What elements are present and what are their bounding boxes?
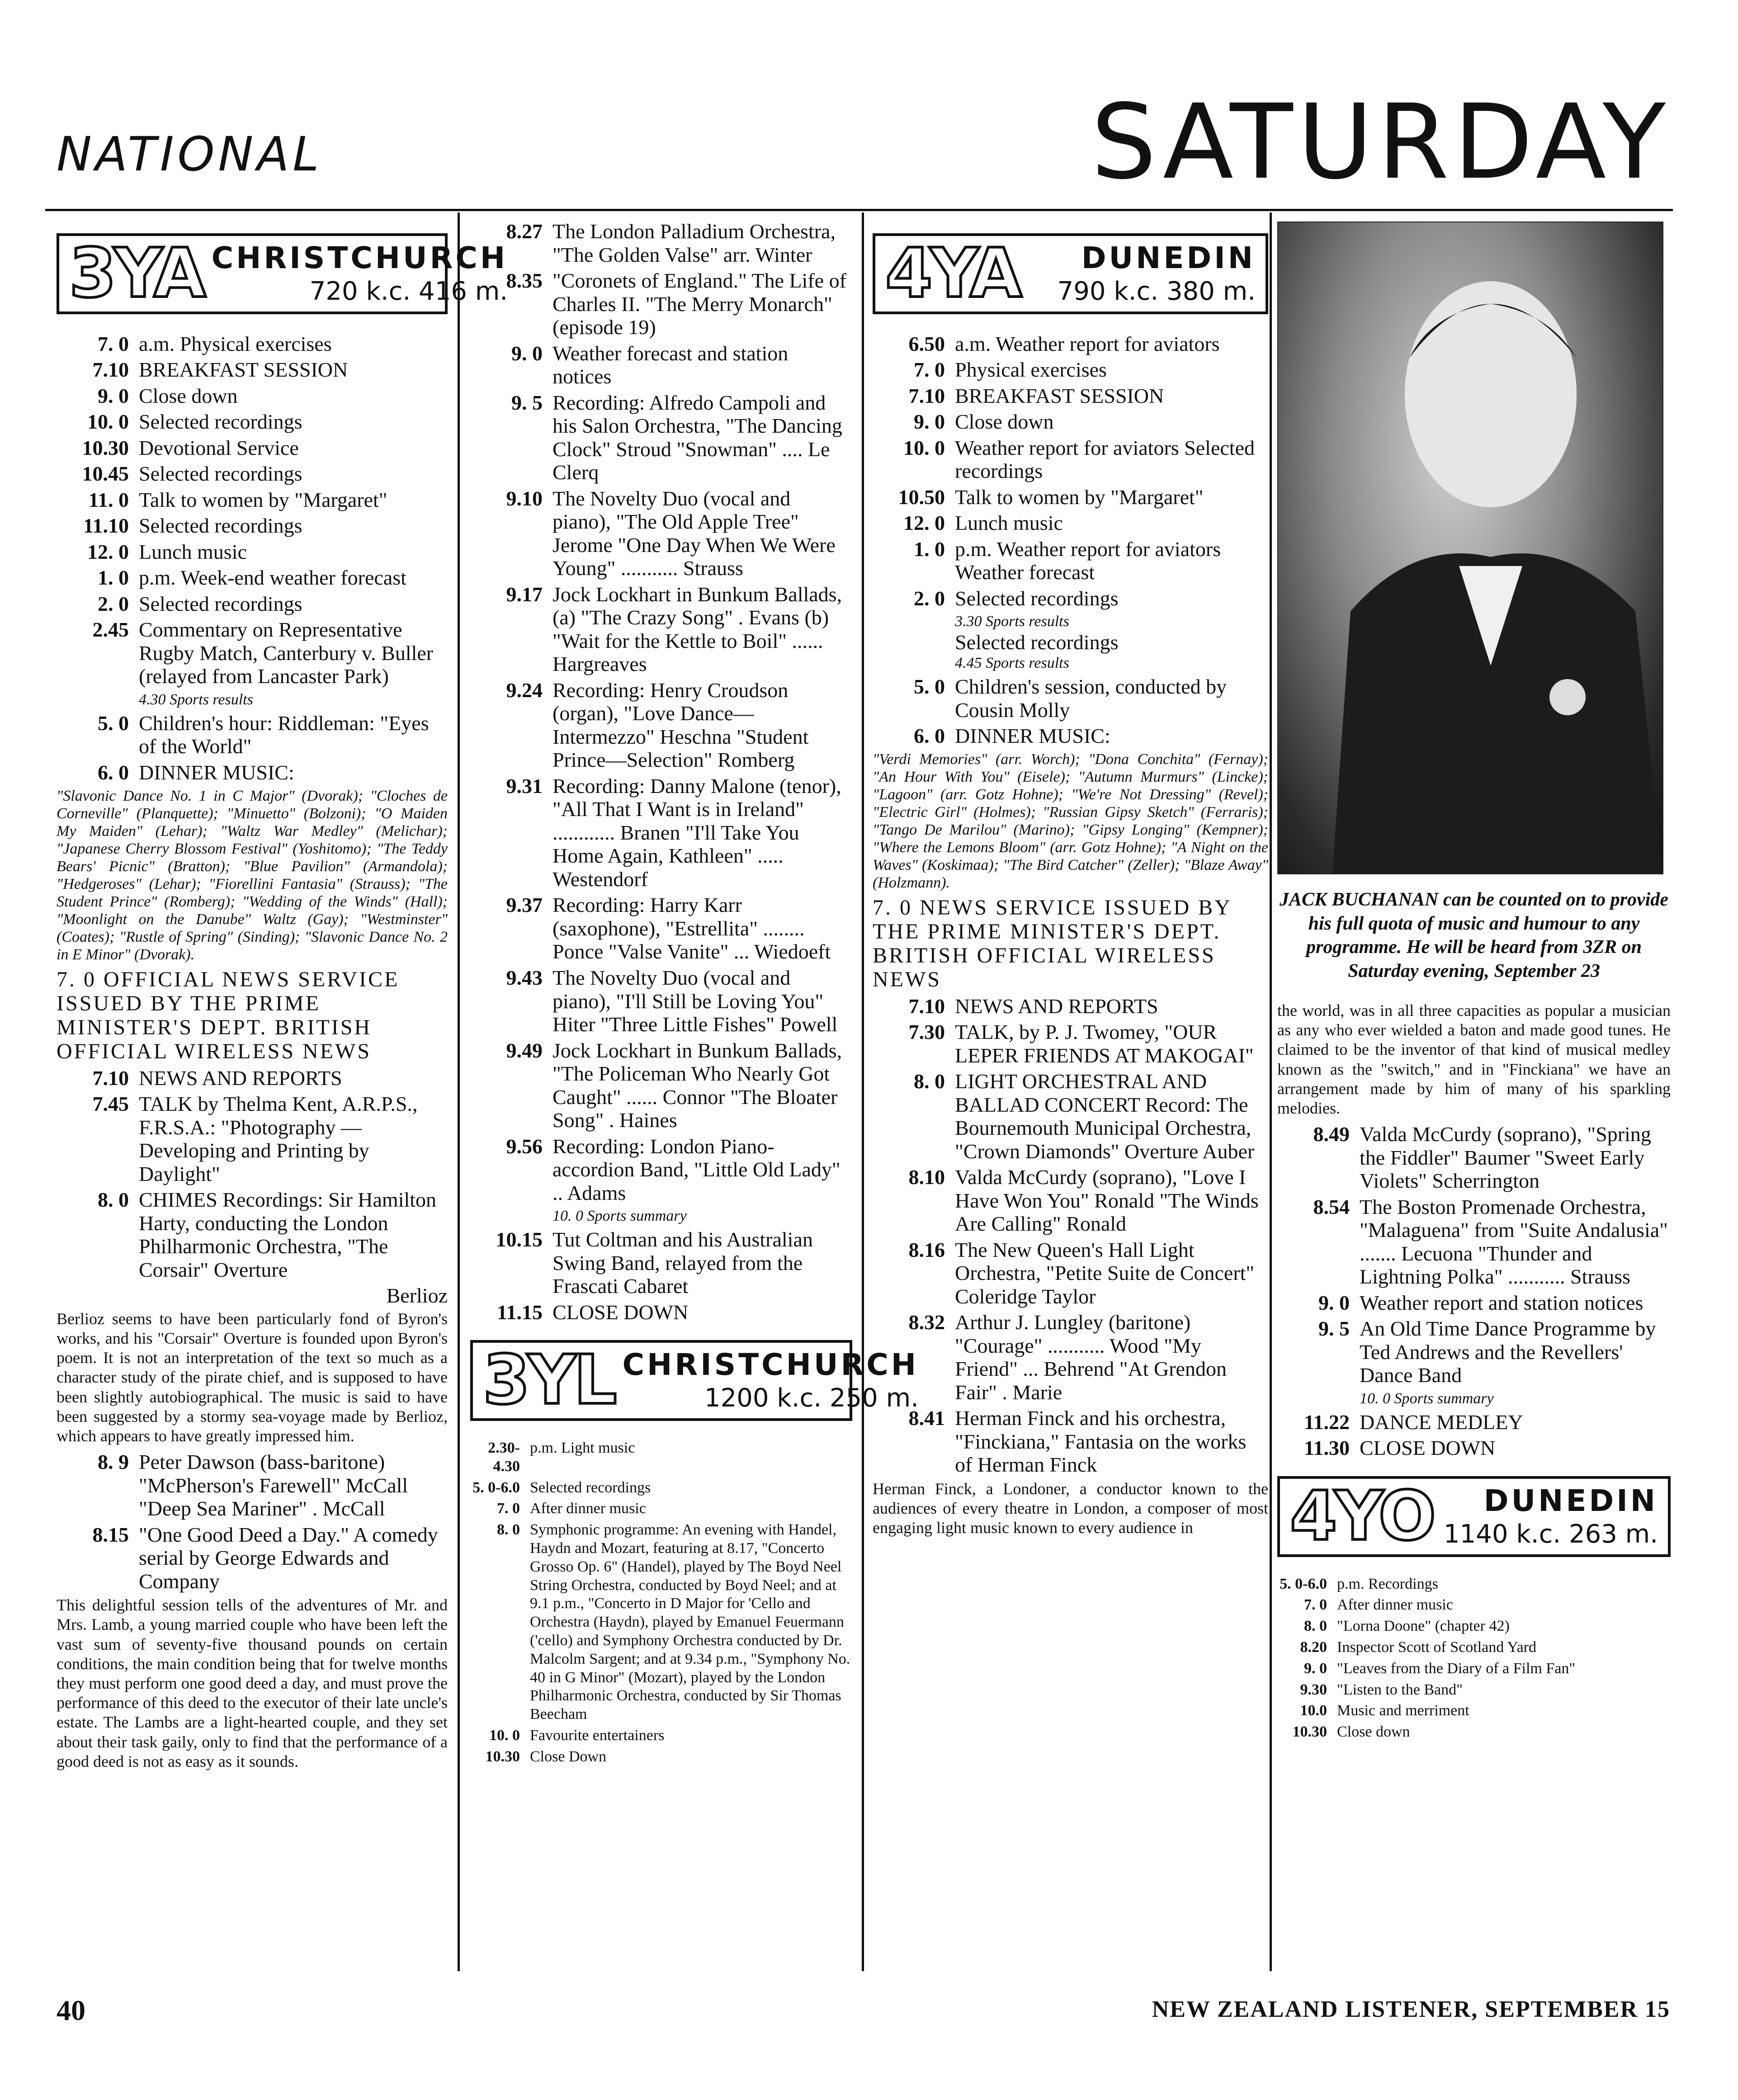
station-logo-4ya: 4YA xyxy=(885,234,1020,313)
entry-time: 10.45 xyxy=(82,462,129,486)
entry-description: DINNER MUSIC: xyxy=(139,760,294,784)
entry-time: 5. 0-6.0 xyxy=(472,1479,520,1496)
station-city: DUNEDIN xyxy=(1081,241,1256,275)
schedule-list xyxy=(470,220,852,1204)
entry-description: Close down xyxy=(1337,1723,1410,1741)
schedule-entry xyxy=(57,592,448,616)
sports-note: 4.30 Sports results xyxy=(139,691,253,708)
schedule-entry xyxy=(470,391,852,484)
entry-time: 9.17 xyxy=(506,582,543,606)
entry-description: The Novelty Duo (vocal and piano), "The Old Apple Tree" Jerome "One Day When We Were Young" ........... Strauss xyxy=(553,486,836,580)
entry-description: CLOSE DOWN xyxy=(1360,1436,1496,1460)
entry-time: 10. 0 xyxy=(489,1727,520,1744)
station-frequency: 1200 k.c. 250 m. xyxy=(704,1383,919,1413)
portrait-photo xyxy=(1277,222,1663,874)
sports-note: 10. 0 Sports summary xyxy=(553,1208,687,1225)
schedule-entry xyxy=(1277,1660,1671,1678)
entry-time: 1. 0 xyxy=(914,537,945,561)
entry-time: 8. 0 xyxy=(497,1521,520,1538)
entry-description: Weather report and station notices xyxy=(1360,1291,1644,1314)
station-logo-3yl: 3YL xyxy=(483,1341,614,1420)
entry-description: BREAKFAST SESSION xyxy=(139,358,348,382)
schedule-entry xyxy=(1277,1617,1671,1636)
schedule-entry xyxy=(1277,1575,1671,1594)
station-city: CHRISTCHURCH xyxy=(211,241,508,275)
schedule-text: Selected recordings xyxy=(955,631,1119,654)
entry-time: 11. 0 xyxy=(88,488,129,511)
entry-time: 2. 0 xyxy=(98,592,129,615)
publication-footer: NEW ZEALAND LISTENER, SEPTEMBER 15 xyxy=(1152,1996,1670,2022)
news-service-notice: 7. 0 NEWS SERVICE ISSUED BY THE PRIME MINISTER'S DEPT. BRITISH OFFICIAL WIRELESS NEWS xyxy=(873,896,1232,991)
station-logo-4yo: 4YO xyxy=(1290,1477,1434,1556)
entry-description: NEWS AND REPORTS xyxy=(139,1066,342,1090)
entry-description: Children's hour: Riddleman: "Eyes of the World" xyxy=(139,711,429,758)
entry-time: 10.0 xyxy=(1300,1702,1327,1719)
schedule-entry xyxy=(470,1039,852,1132)
entry-time: 10.30 xyxy=(485,1748,520,1765)
entry-description: The London Palladium Orchestra, "The Golden Valse" arr. Winter xyxy=(553,220,836,266)
entry-description: Selected recordings xyxy=(139,462,302,486)
entry-description: Music and merriment xyxy=(1337,1702,1469,1719)
entry-description: Peter Dawson (bass-baritone) "McPherson's Farewell" McCall "Deep Sea Mariner" . McCall xyxy=(139,1450,408,1520)
entry-time: 8. 9 xyxy=(98,1450,129,1474)
schedule-entry xyxy=(470,1479,852,1497)
schedule-entry xyxy=(873,1406,1268,1477)
schedule-entry xyxy=(1277,1723,1671,1741)
schedule-entry xyxy=(470,1521,852,1724)
entry-time: 7.30 xyxy=(908,1020,945,1044)
entry-time: 8. 0 xyxy=(1304,1618,1327,1635)
news-service-notice: 7. 0 OFFICIAL NEWS SERVICE ISSUED BY THE PRIME MINISTER'S DEPT. BRITISH OFFICIAL WIRELESS NEWS xyxy=(57,967,400,1063)
entry-time: 11.15 xyxy=(497,1300,543,1324)
entry-description: Inspector Scott of Scotland Yard xyxy=(1337,1638,1537,1656)
entry-description: Selected recordings xyxy=(139,410,302,434)
entry-description: CLOSE DOWN xyxy=(553,1300,689,1324)
entry-description: DINNER MUSIC: xyxy=(955,724,1110,748)
entry-time: 9.30 xyxy=(1300,1681,1327,1698)
schedule-entry xyxy=(57,761,448,784)
entry-description: Arthur J. Lungley (baritone) "Courage" ........... Wood "My Friend" ... Behrend "At Grendon Fair" . Marie xyxy=(955,1311,1227,1404)
schedule-list xyxy=(57,712,448,784)
schedule-list xyxy=(470,1228,852,1324)
schedule-entry xyxy=(470,1500,852,1518)
schedule-entry xyxy=(470,583,852,676)
schedule-list-3yl xyxy=(470,1439,852,1766)
entry-description: Physical exercises xyxy=(955,358,1107,382)
entry-time: 5. 0 xyxy=(914,675,945,698)
entry-description: Weather report for aviators Selected recordings xyxy=(955,436,1255,483)
entry-description: Commentary on Representative Rugby Match, Canterbury v. Buller (relayed from Lancaster Park) xyxy=(139,618,434,688)
entry-description: Tut Coltman and his Australian Swing Band, relayed from the Frascati Cabaret xyxy=(553,1228,813,1298)
dinner-music-list: "Slavonic Dance No. 1 in C Major" (Dvorak); "Cloches de Corneville" (Planquette); "Minuetto" (Bolzoni); "O Maiden My Maiden" (Lehar); "Waltz War Medley" (Melichar); "Japanese Cherry Blossom Festival" (Yoshitomo); "The Teddy Bears' Picnic" (Bratton); "Blue Pavilion" (Armandola); "Hedgeroses" (Lehar); "Fiorellini Fantasia" (Strauss); "The Student Prince" (Romberg); "Wedding of the Winds" (Hall); "Moonlight on the Danube" Waltz (Gay); "Westminster" (Coates); "Rustle of Spring" (Sinding); "Slavonic Dance No. 2 in E Minor" (Dvorak). xyxy=(57,787,448,963)
entry-time: 8.54 xyxy=(1313,1195,1350,1218)
entry-description: BREAKFAST SESSION xyxy=(955,384,1164,407)
entry-description: Selected recordings xyxy=(139,514,302,538)
schedule-entry xyxy=(873,1020,1268,1067)
schedule-entry xyxy=(57,436,448,460)
entry-time: 5. 0-6.0 xyxy=(1280,1575,1327,1592)
schedule-entry xyxy=(873,332,1268,356)
entry-time: 8. 0 xyxy=(914,1070,945,1093)
entry-time: 6.50 xyxy=(908,332,945,355)
programme-note: This delightful session tells of the adventures of Mr. and Mrs. Lamb, a young married couple who have been left the vast sum of seventy-five thousand pounds on certain conditions, the main condition being that for twelve months they must perform one good deed a day, and must prove the performance of this deed to the executor of their late uncle's estate. The Lambs are a light-hearted couple, and they set about their task gaily, only to find that the performance of a good deed is not as easy as it sounds. xyxy=(57,1596,448,1770)
station-box-3yl xyxy=(470,1340,919,1421)
schedule-entry xyxy=(57,488,448,512)
schedule-entry xyxy=(873,358,1268,382)
entry-time: 11.10 xyxy=(83,514,129,538)
schedule-list xyxy=(873,995,1268,1477)
entry-time: 2.30-4.30 xyxy=(488,1439,520,1475)
entry-description: p.m. Weather report for aviators Weather forecast xyxy=(955,537,1221,584)
schedule-entry xyxy=(873,995,1268,1018)
schedule-entry xyxy=(1277,1638,1671,1657)
entry-description: Children's session, conducted by Cousin Molly xyxy=(955,675,1227,722)
entry-description: Recording: Harry Karr (saxophone), "Estrellita" ........ Ponce "Valse Vanite" ... Wiedoeft xyxy=(553,893,831,963)
schedule-entry xyxy=(1277,1681,1671,1699)
entry-description: Selected recordings xyxy=(530,1479,651,1496)
composer-credit: Berlioz xyxy=(386,1284,448,1307)
column-rule-3 xyxy=(1270,212,1272,1971)
schedule-list xyxy=(1277,1411,1671,1460)
schedule-entry xyxy=(873,1166,1268,1236)
entry-description: Jock Lockhart in Bunkum Ballads, (a) "The Crazy Song" . Evans (b) "Wait for the Kettle to Boil" ...... Hargreaves xyxy=(553,582,842,676)
entry-time: 9.56 xyxy=(506,1134,543,1158)
entry-description: Recording: Alfredo Campoli and his Salon Orchestra, "The Dancing Clock" Stroud "Snowman" .... Le Clerq xyxy=(553,391,842,484)
schedule-entry xyxy=(57,1188,448,1281)
schedule-entry xyxy=(57,566,448,590)
schedule-entry xyxy=(470,893,852,963)
schedule-entry xyxy=(873,538,1268,584)
schedule-entry xyxy=(470,1727,852,1745)
column-rule-1 xyxy=(458,212,460,1971)
entry-time: 8.10 xyxy=(908,1166,945,1189)
schedule-list-4yo xyxy=(1277,1575,1671,1741)
station-frequency: 1140 k.c. 263 m. xyxy=(1444,1519,1658,1549)
schedule-entry xyxy=(1277,1291,1671,1315)
entry-time: 8.15 xyxy=(92,1523,129,1546)
schedule-entry xyxy=(470,774,852,891)
schedule-entry xyxy=(57,332,448,356)
entry-description: Close down xyxy=(139,384,238,407)
entry-time: 10. 0 xyxy=(903,436,945,459)
schedule-entry xyxy=(470,1748,852,1766)
entry-description: The New Queen's Hall Light Orchestra, "Petite Suite de Concert" Coleridge Taylor xyxy=(955,1238,1255,1308)
schedule-entry xyxy=(470,342,852,388)
photo-caption: JACK BUCHANAN can be counted on to provide his full quota of music and humour to any programme. He will be heard from 3ZR on Saturday evening, September 23 xyxy=(1280,889,1668,982)
schedule-entry xyxy=(1277,1411,1671,1434)
entry-description: The Novelty Duo (vocal and piano), "I'll Still be Loving You" Hiter "Three Little Fishes" Powell xyxy=(553,966,838,1036)
schedule-entry xyxy=(873,587,1268,610)
entry-time: 9. 0 xyxy=(98,384,129,407)
entry-time: 6. 0 xyxy=(914,724,945,748)
entry-time: 7. 0 xyxy=(914,358,945,382)
schedule-entry xyxy=(57,1092,448,1185)
schedule-entry xyxy=(873,724,1268,748)
entry-description: "Listen to the Band" xyxy=(1337,1681,1463,1698)
schedule-entry xyxy=(1277,1317,1671,1387)
schedule-list xyxy=(57,1067,448,1282)
entry-description: "Lorna Doone" (chapter 42) xyxy=(1337,1618,1510,1635)
entry-time: 9.37 xyxy=(506,893,543,917)
network-heading: NATIONAL xyxy=(57,127,323,182)
entry-time: 11.30 xyxy=(1304,1436,1350,1460)
schedule-entry xyxy=(873,486,1268,509)
entry-description: Recording: Henry Croudson (organ), "Love Dance—Intermezzo" Heschna "Student Prince—Selection" Romberg xyxy=(553,678,809,772)
entry-description: Close down xyxy=(955,410,1054,434)
entry-time: 7. 0 xyxy=(1304,1596,1327,1614)
entry-description: Talk to women by "Margaret" xyxy=(955,485,1204,509)
station-frequency: 790 k.c. 380 m. xyxy=(1057,276,1256,306)
entry-time: 12. 0 xyxy=(87,540,129,563)
entry-time: 9. 0 xyxy=(511,341,543,365)
entry-description: "Coronets of England." The Life of Charles II. "The Merry Monarch" (episode 19) xyxy=(553,269,846,339)
entry-description: Lunch music xyxy=(139,540,247,563)
entry-description: p.m. Recordings xyxy=(1337,1575,1438,1592)
schedule-entry xyxy=(57,384,448,408)
entry-time: 7.10 xyxy=(908,994,945,1018)
entry-description: Close Down xyxy=(530,1748,607,1765)
entry-time: 7.45 xyxy=(92,1092,129,1116)
column-rule-2 xyxy=(862,212,864,1971)
entry-description: Selected recordings xyxy=(955,586,1119,610)
day-heading: SATURDAY xyxy=(1091,82,1670,202)
entry-time: 9. 0 xyxy=(1318,1291,1350,1314)
dinner-music-list: "Verdi Memories" (arr. Worch); "Dona Conchita" (Fernay); "An Hour With You" (Eisele); "Autumn Murmurs" (Lincke); "Lagoon" (arr. Gotz Hohne); "We're Not Dressing" (Revel); "Electric Girl" (Holmes); "Russian Gipsy Sketch" (Ferraris); "Tango De Marilou" (Marino); "Gipsy Longing" (Kempner); "Where the Lemons Bloom" (arr. Gotz Hohne); "A Night on the Waves" (Koskimaa); "The Bird Catcher" (Zeller); "Blaze Away" (Holzmann). xyxy=(873,750,1268,892)
schedule-entry xyxy=(873,410,1268,434)
schedule-entry xyxy=(873,511,1268,535)
schedule-entry xyxy=(57,1067,448,1090)
schedule-list xyxy=(873,332,1268,610)
entry-time: 8.49 xyxy=(1313,1123,1350,1146)
station-box-4ya xyxy=(873,233,1268,314)
entry-description: a.m. Weather report for aviators xyxy=(955,332,1220,355)
entry-description: "One Good Deed a Day." A comedy serial by George Edwards and Company xyxy=(139,1523,438,1593)
entry-time: 2. 0 xyxy=(914,586,945,610)
schedule-entry xyxy=(873,675,1268,722)
entry-time: 8.35 xyxy=(506,269,543,293)
station-box-4yo xyxy=(1277,1476,1671,1557)
entry-description: "Leaves from the Diary of a Film Fan" xyxy=(1337,1660,1576,1677)
schedule-entry xyxy=(470,1228,852,1298)
entry-time: 9. 0 xyxy=(1304,1660,1327,1677)
schedule-entry xyxy=(1277,1596,1671,1614)
entry-description: Recording: Danny Malone (tenor), "All That I Want is in Ireland" ............ Branen "I'll Take You Home Again, Kathleen" ..... Westendorf xyxy=(553,774,841,891)
schedule-entry xyxy=(57,462,448,486)
entry-time: 1. 0 xyxy=(98,566,129,590)
schedule-entry xyxy=(470,269,852,339)
entry-time: 9. 5 xyxy=(511,391,543,414)
schedule-list xyxy=(57,1450,448,1593)
station-frequency: 720 k.c. 416 m. xyxy=(309,276,508,306)
entry-description: Favourite entertainers xyxy=(530,1727,665,1744)
entry-description: TALK, by P. J. Twomey, "OUR LEPER FRIENDS AT MAKOGAI" xyxy=(955,1020,1254,1067)
entry-description: Devotional Service xyxy=(139,436,299,459)
column-3ya-continued xyxy=(470,217,919,1769)
entry-time: 6. 0 xyxy=(98,760,129,784)
entry-description: TALK by Thelma Kent, A.R.P.S., F.R.S.A.: "Photography — Developing and Printing by Daylight" xyxy=(139,1092,418,1185)
entry-time: 8. 0 xyxy=(98,1188,129,1212)
sports-note: 10. 0 Sports summary xyxy=(1360,1390,1494,1407)
schedule-entry xyxy=(57,358,448,382)
schedule-entry xyxy=(873,1238,1268,1308)
sports-note: 4.45 Sports results xyxy=(955,654,1069,671)
entry-description: Selected recordings xyxy=(139,592,302,615)
station-box-3ya xyxy=(57,233,508,314)
schedule-entry xyxy=(470,1135,852,1205)
entry-time: 8.41 xyxy=(908,1406,945,1430)
entry-time: 7. 0 xyxy=(497,1500,520,1517)
schedule-entry xyxy=(57,540,448,564)
programme-note: the world, was in all three capacities as popular a musician as any who ever wielded a baton and made good tunes. He claimed to be the inventor of that kind of musical medley known as the "switch," and in "Finckiana" we have an arrangement made by him of many of his sparkling melodies. xyxy=(1277,1001,1671,1117)
entry-time: 10.50 xyxy=(898,485,945,509)
schedule-entry xyxy=(1277,1195,1671,1288)
entry-description: An Old Time Dance Programme by Ted Andrews and the Revellers' Dance Band xyxy=(1360,1317,1656,1387)
entry-description: After dinner music xyxy=(530,1500,646,1517)
entry-description: p.m. Light music xyxy=(530,1439,635,1456)
entry-description: The Boston Promenade Orchestra, "Malaguena" from "Suite Andalusia" ....... Lecuona "Thunder and Lightning Polka" ........... Strauss xyxy=(1360,1195,1668,1288)
schedule-entry xyxy=(57,712,448,758)
entry-description: LIGHT ORCHESTRAL AND BALLAD CONCERT Record: The Bournemouth Municipal Orchestra, "Crown Diamonds" Overture Auber xyxy=(955,1070,1255,1163)
programme-note: Berlioz seems to have been particularly fond of Byron's works, and his "Corsair" Overture is founded upon Byron's poem. It is not an interpretation of the text so much as a character study of the pirate chief, and is supposed to have been slightly autobiographical. The music is said to have been suggested by a stormy sea-voyage made by Berlioz, which appears to have greatly impressed him. xyxy=(57,1309,448,1445)
entry-time: 7. 0 xyxy=(98,332,129,355)
entry-description: Jock Lockhart in Bunkum Ballads, "The Policeman Who Nearly Got Caught" ...... Connor "The Bloater Song" . Haines xyxy=(553,1038,842,1132)
schedule-entry xyxy=(873,1311,1268,1404)
schedule-entry xyxy=(57,618,448,688)
page-number: 40 xyxy=(57,1994,85,2026)
entry-time: 10.15 xyxy=(496,1228,543,1251)
column-4ya-continued xyxy=(1277,217,1671,1744)
entry-time: 8.20 xyxy=(1300,1638,1327,1656)
entry-time: 7.10 xyxy=(92,1066,129,1090)
entry-time: 12. 0 xyxy=(903,511,945,535)
entry-time: 11.22 xyxy=(1304,1410,1350,1434)
schedule-entry xyxy=(470,679,852,772)
entry-description: Lunch music xyxy=(955,511,1063,535)
schedule-entry xyxy=(57,1523,448,1593)
schedule-entry xyxy=(873,384,1268,408)
entry-description: Recording: London Piano-accordion Band, "Little Old Lady" .. Adams xyxy=(553,1134,841,1204)
entry-description: Symphonic programme: An evening with Handel, Haydn and Mozart, featuring at 8.17, "Concerto Grosso Op. 6" (Handel), played by The Boyd Neel String Orchestra, conducted by Boyd Neel; and at 9.1 p.m., "Concerto in D Major for 'Cello and Orchestra (Haydn), played by Emanuel Feuermann ('cello) and Symphony Orchestra conducted by Dr. Malcolm Sargent; and at 9.34 p.m., "Symphony No. 40 in G Minor" (Mozart), played by the London Philharmonic Orchestra, conducted by Sir Thomas Beecham xyxy=(530,1521,850,1723)
entry-description: NEWS AND REPORTS xyxy=(955,994,1158,1018)
programme-note: Herman Finck, a Londoner, a conductor known to the audiences of every theatre in London, a composer of most engaging light music known to every audience in xyxy=(873,1479,1268,1537)
entry-time: 9.10 xyxy=(506,486,543,510)
entry-time: 9.31 xyxy=(506,774,543,798)
schedule-list xyxy=(1277,1123,1671,1387)
schedule-list xyxy=(873,675,1268,748)
station-city: CHRISTCHURCH xyxy=(622,1347,919,1383)
schedule-entry xyxy=(470,966,852,1036)
schedule-entry xyxy=(470,220,852,266)
entry-time: 8.16 xyxy=(908,1238,945,1261)
entry-time: 8.27 xyxy=(506,220,543,243)
portrait-silhouette-icon xyxy=(1278,222,1662,873)
entry-description: Weather forecast and station notices xyxy=(553,341,789,388)
entry-time: 9.49 xyxy=(506,1038,543,1062)
entry-time: 9. 5 xyxy=(1318,1317,1350,1340)
entry-description: Herman Finck and his orchestra, "Finckiana," Fantasia on the works of Herman Finck xyxy=(955,1406,1247,1477)
station-city: DUNEDIN xyxy=(1483,1483,1658,1518)
entry-description: p.m. Week-end weather forecast xyxy=(139,566,406,590)
schedule-entry xyxy=(470,1301,852,1324)
schedule-entry xyxy=(470,487,852,580)
schedule-list xyxy=(57,332,448,688)
entry-time: 7.10 xyxy=(92,358,129,382)
header-rule xyxy=(45,209,1673,211)
schedule-entry xyxy=(470,1439,852,1476)
entry-time: 2.45 xyxy=(92,618,129,642)
schedule-entry xyxy=(873,436,1268,483)
schedule-entry xyxy=(1277,1702,1671,1720)
entry-time: 7.10 xyxy=(908,384,945,407)
schedule-entry xyxy=(57,410,448,434)
schedule-entry xyxy=(1277,1123,1671,1193)
entry-time: 10. 0 xyxy=(87,410,129,434)
entry-time: 9. 0 xyxy=(914,410,945,434)
entry-description: CHIMES Recordings: Sir Hamilton Harty, conducting the London Philharmonic Orchestra, "The Corsair" Overture xyxy=(139,1188,437,1281)
entry-description: Talk to women by "Margaret" xyxy=(139,488,387,511)
station-logo-3ya: 3YA xyxy=(69,234,203,313)
entry-description: a.m. Physical exercises xyxy=(139,332,332,355)
schedule-entry xyxy=(57,1450,448,1520)
entry-time: 9.43 xyxy=(506,966,543,989)
entry-time: 10.30 xyxy=(1292,1723,1327,1741)
schedule-entry xyxy=(1277,1436,1671,1460)
schedule-entry xyxy=(873,1070,1268,1163)
entry-description: Valda McCurdy (soprano), "Spring the Fiddler" Baumer "Sweet Early Violets" Scherrington xyxy=(1360,1123,1651,1193)
entry-time: 10.30 xyxy=(82,436,129,459)
column-4ya xyxy=(873,217,1268,1542)
entry-description: Valda McCurdy (soprano), "Love I Have Won You" Ronald "The Winds Are Calling" Ronald xyxy=(955,1166,1259,1236)
schedule-entry xyxy=(57,514,448,538)
sports-note: 3.30 Sports results xyxy=(955,613,1069,630)
entry-description: DANCE MEDLEY xyxy=(1360,1410,1523,1434)
entry-time: 9.24 xyxy=(506,678,543,702)
entry-description: After dinner music xyxy=(1337,1596,1453,1614)
entry-time: 8.32 xyxy=(908,1311,945,1334)
entry-time: 5. 0 xyxy=(98,711,129,735)
